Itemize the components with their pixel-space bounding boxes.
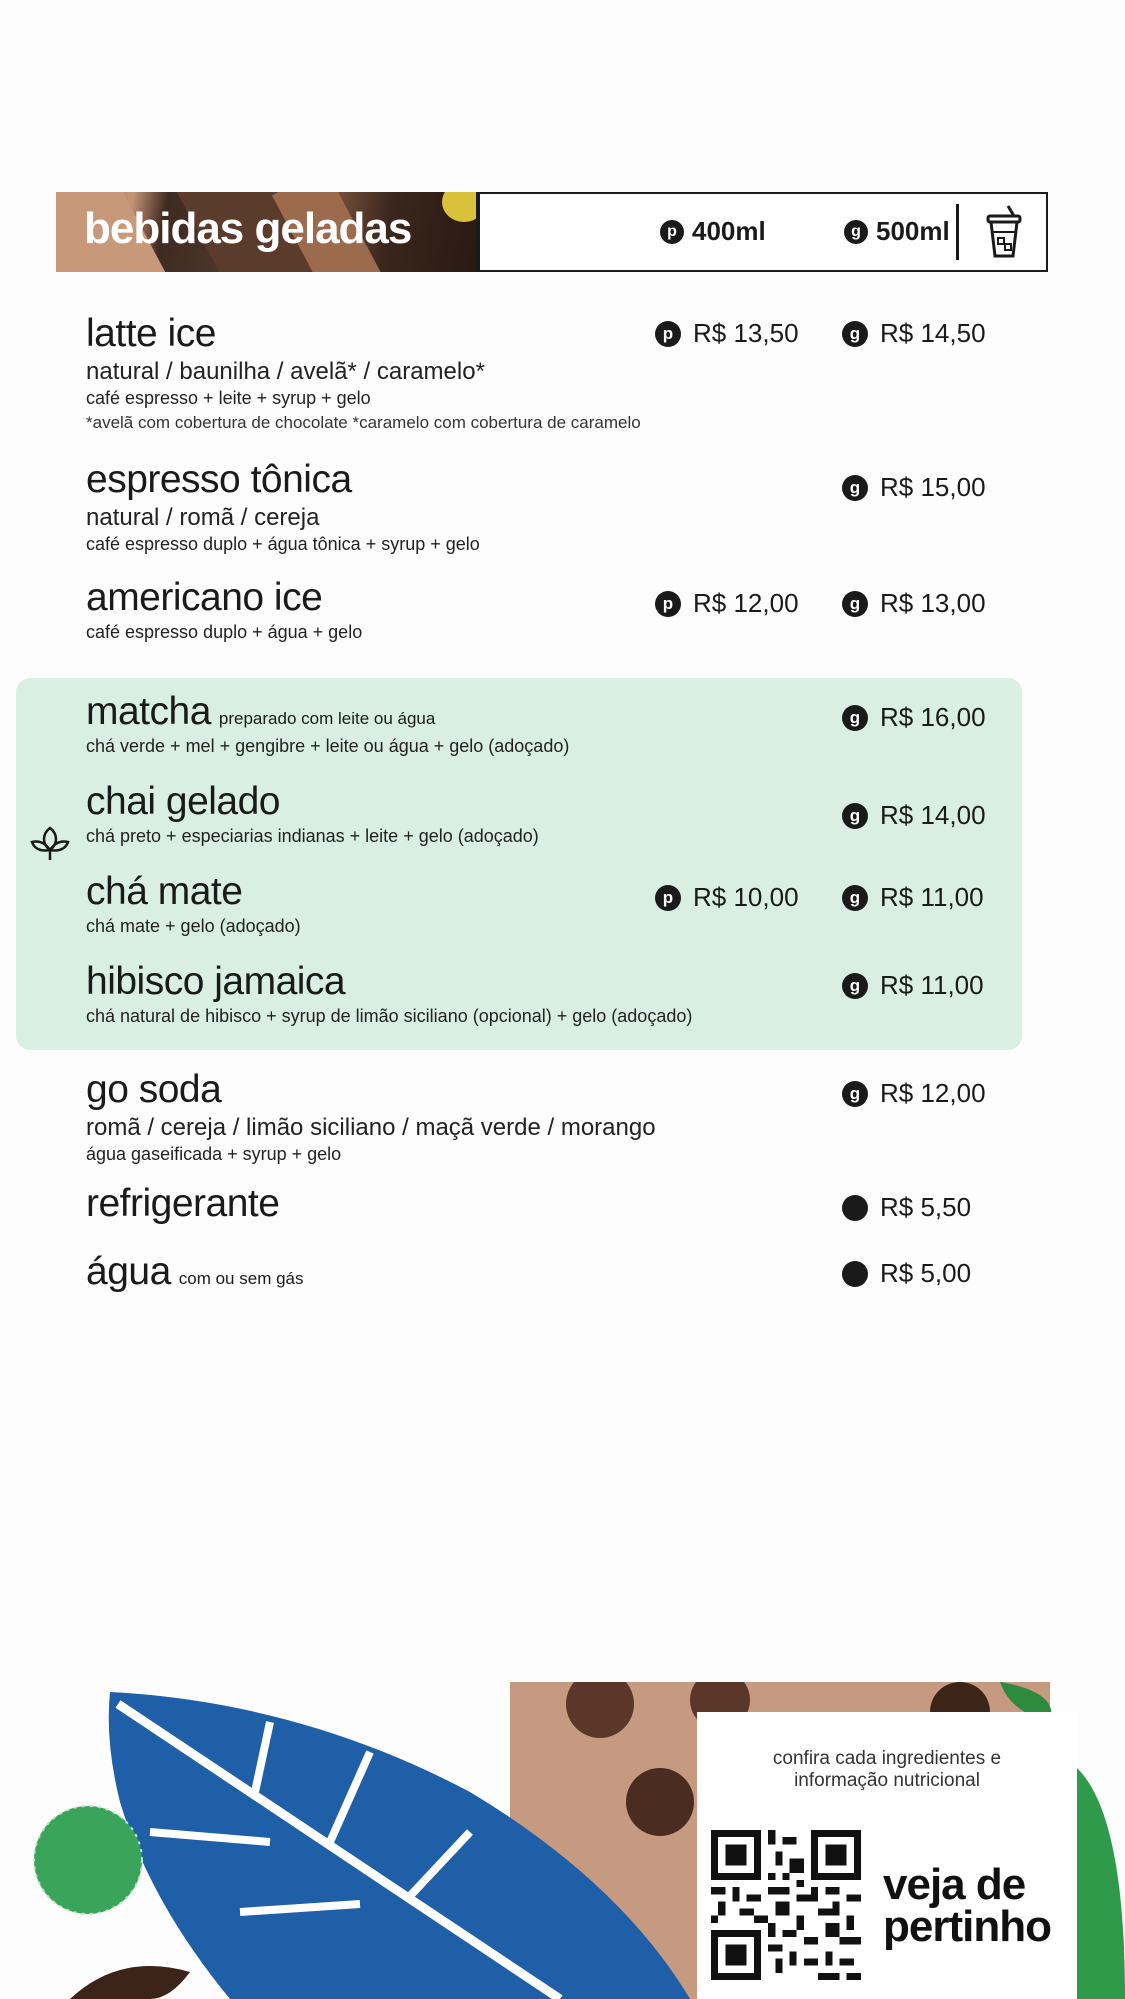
price-value: R$ 11,00 [880,970,984,1000]
qr-info-panel [697,1712,1077,1999]
nutrition-line-1: confira cada ingredientes e [772,1748,1002,1769]
size-g-badge: g [842,591,868,617]
item-name-row [86,1250,304,1294]
size-g-badge: g [844,220,868,244]
price-g [842,1078,986,1109]
cta-line-1: veja de [883,1860,1026,1909]
price-value: R$ 5,50 [880,1192,972,1222]
size-g-legend [844,216,950,247]
section-header [56,192,1046,272]
price-single [842,1192,971,1223]
item-note: preparado com leite ou água [218,709,436,728]
menu-item-refrigerante [86,1182,279,1226]
size-g-badge: g [842,475,868,501]
price-g [842,588,986,619]
item-name-row [86,690,569,734]
cta-label [883,1860,1051,1951]
size-p-label: 400ml [692,216,766,246]
size-p-badge: p [655,591,681,617]
menu-item-go-soda [86,1068,656,1165]
item-description: chá verde + mel + gengibre + leite ou água + gelo (adoçado) [86,736,570,756]
price-value: R$ 5,00 [880,1258,972,1288]
legend-divider [956,204,959,260]
item-flavors: natural / baunilha / avelã* / caramelo* [86,358,485,385]
price-g [842,882,984,913]
menu-item-espresso-tonica [86,458,480,555]
nutrition-line-2: informação nutricional [794,1770,980,1791]
item-description: água gaseificada + syrup + gelo [86,1144,342,1164]
item-name: chá mate [86,870,243,913]
item-note: com ou sem gás [178,1269,304,1288]
size-g-badge: g [842,803,868,829]
price-g [842,702,986,733]
item-description: café espresso duplo + água tônica + syrup + gelo [86,534,480,554]
size-p-legend [660,216,766,247]
item-name: americano ice [86,576,323,619]
price-p [655,588,799,619]
price-value: R$ 13,50 [693,318,799,348]
item-description: café espresso + leite + syrup + gelo [86,388,371,408]
menu-item-latte-ice [86,312,641,433]
price-value: R$ 15,00 [880,472,986,502]
item-description: chá natural de hibisco + syrup de limão siciliano (opcional) + gelo (adoçado) [86,1006,693,1026]
item-footnote: *avelã com cobertura de chocolate *caramelo com cobertura de caramelo [86,413,641,432]
size-g-badge: g [842,321,868,347]
menu-item-cha-mate [86,870,301,937]
size-legend [476,192,1048,272]
menu-item-agua [86,1250,304,1294]
price-value: R$ 13,00 [880,588,986,618]
item-description: chá preto + especiarias indianas + leite + gelo (adoçado) [86,826,539,846]
price-g [842,318,986,349]
size-p-badge: p [655,321,681,347]
size-p-badge: p [655,885,681,911]
price-g [842,970,984,1001]
item-description: café espresso duplo + água + gelo [86,622,363,642]
price-value: R$ 16,00 [880,702,986,732]
item-flavors: romã / cereja / limão siciliano / maçã verde / morango [86,1114,656,1141]
item-name: go soda [86,1068,222,1111]
item-name: chai gelado [86,780,280,823]
price-value: R$ 12,00 [693,588,799,618]
price-value: R$ 11,00 [880,882,984,912]
price-p [655,882,799,913]
item-name: hibisco jamaica [86,960,346,1003]
single-size-dot [842,1261,868,1287]
item-name: espresso tônica [86,458,352,501]
menu-item-hibisco-jamaica [86,960,692,1027]
size-g-badge: g [842,973,868,999]
item-name: latte ice [86,312,216,355]
price-single [842,1258,971,1289]
iced-cup-icon [974,202,1034,262]
size-g-badge: g [842,1081,868,1107]
item-flavors: natural / romã / cereja [86,504,320,531]
price-value: R$ 14,00 [880,800,986,830]
price-value: R$ 10,00 [693,882,799,912]
size-g-badge: g [842,885,868,911]
menu-item-matcha [86,690,569,757]
qr-code-icon[interactable] [711,1830,861,1980]
nutrition-info-text [697,1748,1077,1792]
price-g [842,800,986,831]
tea-leaf-icon [28,822,72,866]
size-g-badge: g [842,705,868,731]
item-name: matcha [86,690,211,733]
cta-line-2: pertinho [883,1902,1051,1951]
header-artwork [56,192,476,272]
item-description: chá mate + gelo (adoçado) [86,916,301,936]
item-name: água [86,1250,171,1293]
price-value: R$ 12,00 [880,1078,986,1108]
size-g-label: 500ml [876,216,950,246]
size-p-badge: p [660,220,684,244]
menu-item-americano-ice [86,576,362,643]
section-title: bebidas geladas [84,204,412,253]
price-p [655,318,799,349]
item-name: refrigerante [86,1182,280,1225]
price-value: R$ 14,50 [880,318,986,348]
menu-item-chai-gelado [86,780,539,847]
price-g [842,472,986,503]
single-size-dot [842,1195,868,1221]
